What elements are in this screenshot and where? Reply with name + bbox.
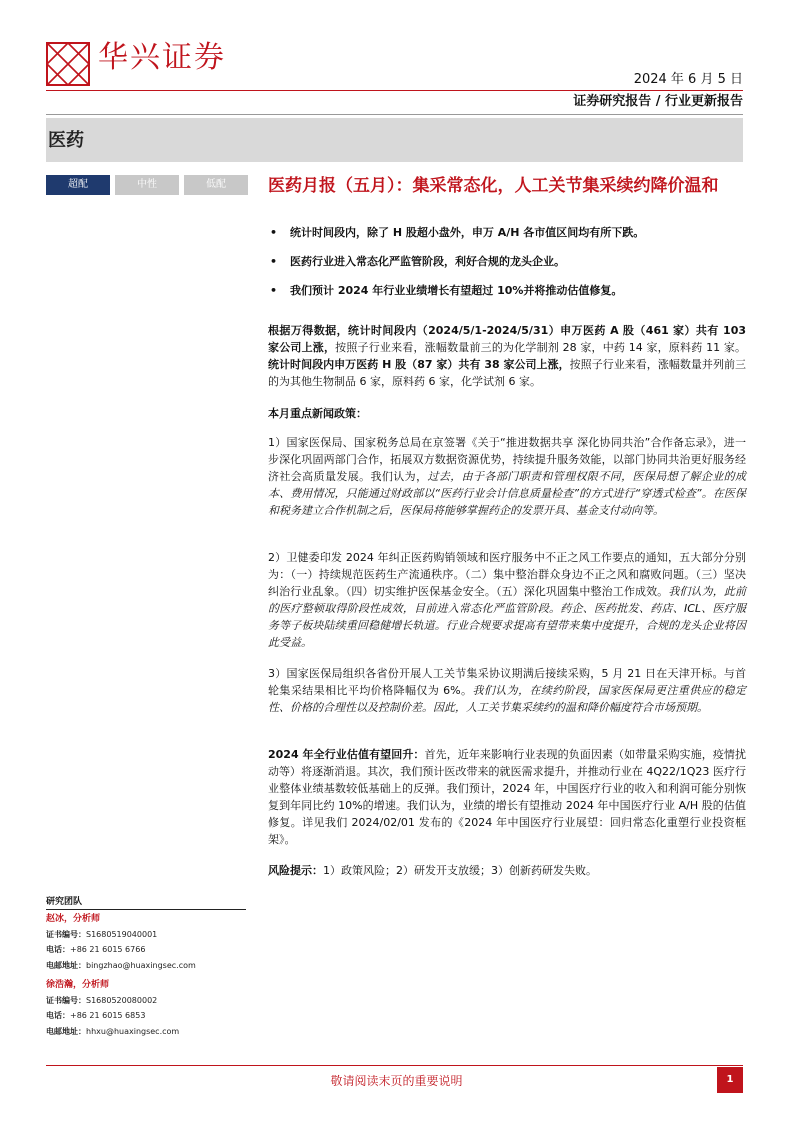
analyst-phone: 电话：+86 21 6015 6766 (46, 945, 146, 954)
report-date: 2024 年 6 月 5 日 (633, 72, 743, 87)
team-title: 研究团队 (46, 897, 83, 907)
bullet-icon: • (270, 226, 278, 239)
key-point-text: 我们预计 2024 年行业业绩增长有望超过 10%并将推动估值修复。 (290, 284, 623, 297)
footer-divider (46, 1065, 743, 1066)
analyst-email: 电邮地址：bingzhao@huaxingsec.com (46, 961, 196, 970)
page-number: 1 (717, 1067, 743, 1093)
news-text: 1）国家医保局、国家税务总局在京签署《关于“推进数据共享 深化协同共治”合作备忘录》，进一步深化巩固两部门合作，拓展双方数据资源优势，持续提升服务效能，以部门协同共治更好服务经济社会高质量发展。我们认为， (268, 436, 746, 483)
header-divider-gray (46, 114, 743, 115)
company-logo-text: 华兴证券 (98, 40, 226, 75)
sector-banner (46, 118, 743, 162)
footer-notice: 敬请阅读末页的重要说明 (330, 1074, 463, 1088)
bullet-icon: • (270, 284, 278, 297)
risk-paragraph (268, 862, 746, 879)
analyst-phone: 电话：+86 21 6015 6853 (46, 1011, 146, 1020)
report-type: 证券研究报告 / 行业更新报告 (573, 94, 743, 109)
analyst-email: 电邮地址：hhxu@huaxingsec.com (46, 1027, 180, 1036)
rating-neutral: 中性 (115, 175, 179, 195)
report-title: 医药月报（五月）：集采常态化，人工关节集采续约降价温和 (268, 176, 719, 196)
valuation-paragraph (268, 746, 746, 848)
risk-text: 1）政策风险；2）研发开支放缓；3）创新药研发失败。 (323, 864, 597, 877)
stat-a-share: 根据万得数据，统计时间段内（2024/5/1-2024/5/31）申万医药 A 股（461 家）共有 103 家公司上涨， (268, 324, 746, 354)
risk-heading: 风险提示： (268, 864, 323, 877)
bullet-icon: • (270, 255, 278, 268)
key-point-text: 统计时间段内，除了 H 股超小盘外，申万 A/H 各市值区间均有所下跌。 (290, 226, 645, 239)
key-point (268, 283, 746, 298)
news-text: 2）卫健委印发 2024 年纠正医药购销领域和医疗服务中不正之风工作要点的通知，五大部分分别为：（一）持续规范医药生产流通秩序。（二）集中整治群众身边不正之风和腐败问题。（三）坚决纠治行业乱象。（四）切实维护医保基金安全。（五）深化巩固集中整治工作成效。 (268, 551, 746, 598)
valuation-text: 首先，近年来影响行业表现的负面因素（如带量采购实施，疫情扰动等）将逐渐消退。其次，我们预计医改带来的就医需求提升，并推动行业在 4Q22/1Q23 医疗行业整体业绩基数较低基础上的反弹。我们预计，2024 年，中国医疗行业的收入和利润可能分别恢复到年同比约 10%的增速。我们认为，业绩的增长有望推动 2024 年中国医疗行业 A/H 股的估值修复。详见我们 2024/02/01 发布的《2024 年中国医疗行业展望：回归常态化重塑行业投资框架》。 (268, 748, 746, 846)
news-comment: 我们认为，在续约阶段，国家医保局更注重供应的稳定性、价格的合理性以及控制价差。因此，人工关节集采续约的温和降价幅度符合市场预期。 (268, 684, 746, 714)
team-divider (46, 909, 246, 910)
rating-underweight: 低配 (184, 175, 248, 195)
news-comment: 过去，由于各部门职责和管理权限不同，医保局想了解企业的成本、费用情况，只能通过财政部以“医药行业会计信息质量检查”的方式进行“穿透式检查”。在医保和税务建立合作机制之后，医保局将能够掌握药企的发票开具、基金支付动向等。 (268, 470, 747, 517)
market-stats-paragraph (268, 322, 746, 390)
sector-label: 医药 (48, 130, 84, 151)
key-point (268, 254, 746, 269)
news-item-1 (268, 434, 746, 519)
analyst-name: 赵冰，分析师 (46, 914, 101, 924)
header-divider (46, 90, 743, 91)
analyst-name: 徐浩瀚，分析师 (46, 980, 110, 990)
rating-overweight: 超配 (46, 175, 110, 195)
key-points-list (268, 225, 746, 312)
news-item-2 (268, 549, 746, 651)
company-logo-icon (46, 42, 90, 86)
stat-a-detail: 按照子行业来看，涨幅数量前三的为化学制剂 28 家，中药 14 家，原料药 11 家。 (335, 341, 747, 354)
analyst-cert: 证书编号：S1680520080002 (46, 996, 158, 1005)
stat-h-share: 统计时间段内申万医药 H 股（87 家）共有 38 家公司上涨， (268, 358, 570, 371)
analyst-cert: 证书编号：S1680519040001 (46, 930, 158, 939)
key-point (268, 225, 746, 240)
key-point-text: 医药行业进入常态化严监管阶段，利好合规的龙头企业。 (290, 255, 565, 268)
news-heading: 本月重点新闻政策： (268, 407, 367, 420)
valuation-heading: 2024 年全行业估值有望回升： (268, 748, 425, 761)
stat-h-detail: 按照子行业来看，涨幅数量并列前三的为其他生物制品 6 家，原料药 6 家，化学试剂 6 家。 (268, 358, 747, 388)
news-item-3 (268, 665, 746, 716)
news-comment: 我们认为，此前的医疗整顿取得阶段性成效，目前进入常态化严监管阶段。药企、医药批发、药店、ICL、医疗服务等子板块陆续重回稳健增长轨道。行业合规要求提高有望带来集中度提升，合规的龙头企业将因此受益。 (268, 585, 747, 649)
news-text: 3）国家医保局组织各省份开展人工关节集采协议期满后接续采购，5 月 21 日在天津开标。与首轮集采结果相比平均价格降幅仅为 6%。 (268, 667, 746, 697)
